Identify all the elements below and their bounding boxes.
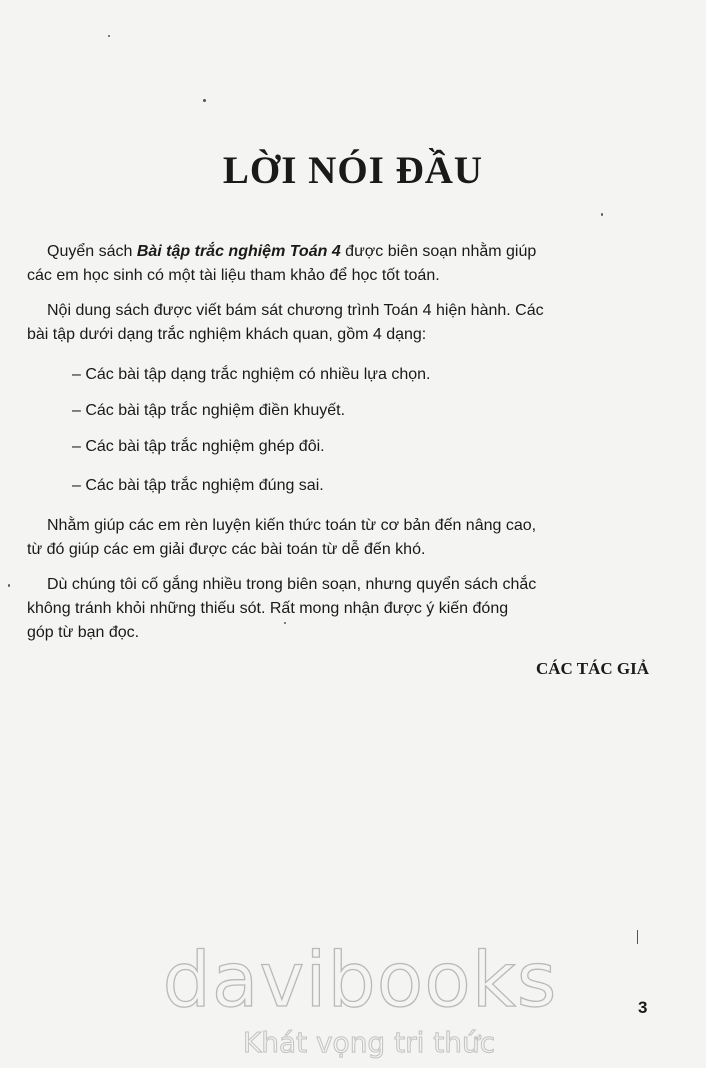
purpose-line1: Nhằm giúp các em rèn luyện kiến thức toán từ cơ bản đến nâng cao,	[47, 517, 537, 534]
content-line2: bài tập dưới dạng trắc nghiệm khách quan, gồm 4 dạng:	[27, 326, 427, 343]
author-signature: CÁC TÁC GIẢ	[535, 659, 649, 678]
page-title: LỜI NÓI ĐẦU	[222, 149, 484, 192]
list-item: – Các bài tập trắc nghiệm đúng sai.	[72, 477, 324, 494]
scan-speck	[637, 930, 638, 944]
list-item: – Các bài tập trắc nghiệm điền khuyết.	[72, 402, 346, 419]
closing-line1: Dù chúng tôi cố gắng nhiều trong biên soạn, nhưng quyển sách chắc	[47, 576, 537, 593]
paragraph-closing	[27, 573, 653, 645]
content-line1: Nội dung sách được viết bám sát chương trình Toán 4 hiện hành. Các	[47, 302, 544, 319]
purpose-line2: từ đó giúp các em giải được các bài toán từ dễ đến khó.	[27, 541, 426, 558]
scan-speck	[8, 584, 10, 587]
paragraph-purpose	[27, 514, 653, 562]
watermark-brand: davibooks	[162, 935, 558, 1024]
intro-line2: các em học sinh có một tài liệu tham khảo để học tốt toán.	[27, 267, 440, 284]
paragraph-intro	[27, 240, 653, 288]
closing-line3: góp từ bạn đọc.	[27, 624, 140, 641]
page-number: 3	[638, 998, 648, 1017]
scan-speck	[203, 99, 206, 102]
paragraph-content	[27, 299, 653, 347]
closing-line2: không tránh khỏi những thiếu sót. Rất mong nhận được ý kiến đóng	[27, 600, 509, 617]
list-item: – Các bài tập dạng trắc nghiệm có nhiều lựa chọn.	[72, 366, 431, 383]
scan-speck	[108, 35, 110, 37]
list-item: – Các bài tập trắc nghiệm ghép đôi.	[72, 438, 325, 455]
scan-speck	[601, 213, 603, 216]
book-title: Bài tập trắc nghiệm Toán 4	[136, 243, 341, 260]
watermark-tagline: Khát vọng tri thức	[242, 1026, 496, 1059]
intro-line1-rest: được biên soạn nhằm giúp	[340, 243, 537, 260]
watermark-logo	[150, 930, 570, 1065]
intro-prefix: Quyển sách	[47, 243, 137, 260]
scan-speck	[284, 622, 286, 624]
